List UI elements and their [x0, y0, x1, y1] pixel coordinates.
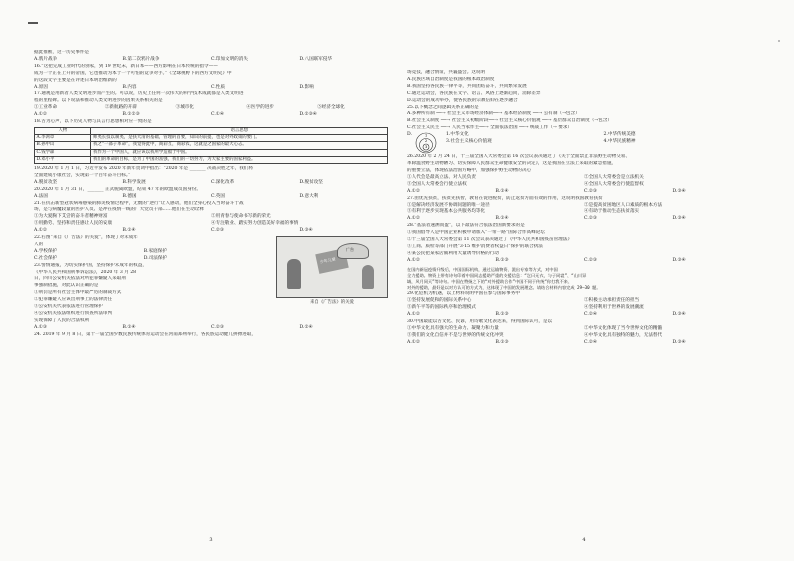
- q25-line: 25.以下概念之间逻辑关系正确的是: [407, 104, 479, 110]
- q21-line: 场，是与病魔较量的医护人员、是冲在疫情一线的广大党员干部……他们在生动诠释: [34, 207, 204, 213]
- q18-title: 18.古为心声，以下历史人物与其言行思想相对应一致的是: [34, 119, 152, 125]
- option: C.②③: [584, 216, 598, 222]
- option: C.印加文明的消失: [211, 56, 248, 62]
- option: D.③④: [672, 257, 686, 263]
- page-number: 4: [582, 537, 586, 544]
- q23-line: 《中华人民共和国刑事诉讼法》，2020 年 3 月 28: [34, 269, 137, 275]
- item: ⑤经济全球化: [317, 105, 345, 111]
- q26-items: [407, 182, 761, 189]
- option: A.①②: [407, 339, 421, 345]
- q28-item: ③工商、质检等部门开展“3·15 维护消费者权益日”保护的联合执法: [407, 243, 543, 249]
- table-row: [35, 149, 388, 156]
- option: B.家庭保护: [143, 248, 167, 254]
- table-cell: A.李鸿章: [35, 135, 91, 142]
- venn-legend: [446, 132, 761, 146]
- item: ②新航路的开辟: [104, 105, 137, 111]
- q17-line: 17.通观是用新者人类文明进步而产生的。可以说，历史上任何一次伟大的科学技术成就都是人类文明进: [34, 91, 244, 97]
- option: D.③④: [299, 228, 313, 234]
- option: B.①③: [495, 312, 509, 318]
- table-cell: D.邓小平: [35, 156, 91, 163]
- figure-person: [362, 265, 374, 289]
- option: C.②③: [584, 257, 598, 263]
- option: A.①②: [407, 188, 421, 194]
- page-number: 3: [209, 537, 213, 544]
- q23-options: [34, 325, 388, 332]
- table-row: [35, 156, 388, 163]
- q24-option: C.通过运动会，各民族在文字、语言、风俗上逐渐趋同，消除差异: [407, 90, 541, 96]
- item: ③用勤劳、坚持和责任感让人民的安康: [34, 221, 113, 227]
- item: ③新午平等的国际秩序和治理模式: [407, 305, 476, 311]
- q17-options: [34, 112, 388, 119]
- option: B.第二次鸦片战争: [122, 56, 160, 62]
- q29-line: 29.化危机为机遇，以上材料说明中国在参与国际事务中: [407, 291, 520, 297]
- q30-line: 30.中国最能以古文化、民谚，用诗歌文化表达来，得到国际认可，是以: [407, 319, 553, 325]
- q23-line: 23.警情通报，为切实保护国，坚持保护未成年的权益，: [34, 262, 147, 268]
- option: D.③④: [672, 339, 686, 345]
- q27-options: [407, 216, 761, 223]
- venn-label: 3: [424, 145, 428, 150]
- option: D.③④: [672, 188, 686, 194]
- option: B.科学发展: [122, 179, 146, 185]
- q28-item: ①我国倡导人是中国企业积极申请加入“一带一路”国际合作高峰论坛: [407, 230, 545, 236]
- venn-label: 4.中华民族精神: [603, 139, 636, 145]
- q23-tail: 实现保障了人民的合法权利: [34, 317, 90, 323]
- page-left: [34, 12, 388, 548]
- figure-person: [287, 259, 301, 289]
- page-right: [407, 12, 761, 548]
- item: ③城市化: [175, 105, 194, 111]
- q20-options: [34, 194, 388, 201]
- option: D.意大利: [299, 193, 319, 199]
- option: D.②③④: [299, 112, 317, 118]
- item: ②中华文化体现了当今世界文化的精髓: [584, 326, 663, 331]
- q26-line: 革除滥食野生动物陋习、切实保障人民群众生命健康安全的决定》，这是我国在立法上采取的紧急措施，: [407, 161, 617, 167]
- option: B.①④: [122, 324, 136, 330]
- option: A.鸦片战争: [34, 56, 58, 62]
- q22-block: [34, 235, 388, 318]
- item: ①为大爱胸下艾尝的奋斗者精神财富: [34, 214, 108, 220]
- item: ①中华文化具有强大的生命力、凝聚力和力量: [407, 326, 499, 331]
- q22-line: 22.右图“来自《广告法》的关爱”，体现了对未成年: [34, 235, 138, 241]
- option: B.内容: [122, 84, 137, 90]
- cartoon-caption: 来自《广告法》的关爱: [310, 300, 354, 306]
- passage-line: 对外的援助，最好是以对方认可的方式为，这体现了中国的发展理念。请结合材料内容完成 29—30 题。: [407, 285, 601, 291]
- table-header: 人物: [35, 127, 91, 134]
- q23-line: 日，四川公安机关依法对所犯罪嫌疑人采取刑: [34, 276, 126, 282]
- item: ①是解决经济发展不协调问题的唯一途径: [407, 202, 490, 208]
- table-row: [35, 135, 388, 142]
- option: C.②④: [584, 312, 598, 318]
- option: C.深化改革: [211, 179, 235, 185]
- option: B.德国: [122, 193, 137, 199]
- table-cell: 我作为一个中国人，就应该以我所学造福于中国。: [91, 149, 388, 156]
- passage-line: 域，风月同天”等诗句。中国在赞扬之下的“对外援助合作”中国不同于传统“你打我不来、: [407, 279, 573, 285]
- option: A.脱贫攻坚: [34, 179, 58, 185]
- q18-table: [34, 127, 388, 164]
- option: A.①②: [34, 112, 48, 118]
- option: C.②③: [584, 188, 598, 194]
- option: A.①②: [407, 257, 421, 263]
- q19-options: [34, 180, 388, 187]
- q30-options: [407, 340, 761, 347]
- table-row: [35, 142, 388, 149]
- option: C.②④: [584, 339, 598, 345]
- option: D.②④: [299, 324, 313, 330]
- option: A.①②: [407, 216, 421, 222]
- option: C.社会保护: [34, 255, 58, 261]
- q23-item: ③公安机关代表依法进行管理保护: [34, 304, 103, 310]
- q16-line: 的这段文字主要是在评述日本明治维新的: [34, 77, 117, 83]
- item: ①坚持发展促和的国际关系中心: [407, 298, 472, 304]
- item: ④全国人大常委会行使监督权: [584, 181, 644, 187]
- option: B.①④: [495, 188, 509, 194]
- item: ②是提高贫困地区人口素质的根本方法: [584, 202, 663, 208]
- q26-items: [407, 175, 761, 182]
- q24-option: B.我国坚持各民族一律平等，共同团结奋斗，共同繁荣发展: [407, 83, 527, 89]
- venn-label: 1: [424, 133, 428, 138]
- option: D.八国联军侵华: [299, 56, 333, 62]
- q23-line: 事强制措施，对此认识正确的是: [34, 283, 99, 289]
- option: A.①②: [407, 312, 421, 318]
- q19-line: 全面建成小康社会，实现第一个百年奋斗目标。”: [34, 172, 131, 178]
- text-line: 场竞技，融合情谊，共襄盛会。这说明: [407, 70, 486, 75]
- figure-gold: [337, 243, 369, 259]
- q30-items: [407, 326, 761, 333]
- table-header-row: [35, 127, 388, 134]
- option: D.脱贫攻坚: [299, 179, 323, 185]
- item: ③我们的文化自信并不是与世界的传统文化冲突: [407, 332, 504, 338]
- q25-venn-block: [407, 132, 761, 154]
- option: A.学校保护: [34, 248, 58, 254]
- table-cell: 我之“一部子革命”，我觉得此中，商彩互，商彩农，这就是之国家的最大心志。: [91, 142, 388, 149]
- q23-item: ②犯罪嫌疑人应该出刑事上的法律责任: [34, 297, 113, 303]
- item: ②全国人大常委会是立法机关: [584, 174, 644, 180]
- item: ①工业革命: [34, 105, 57, 111]
- venn-label: 3.社会主义核心价值观: [445, 139, 492, 145]
- q16-line: 16.“这把完成工业时代的别家，到 19 世纪末，新日本——西方影响在日本传统的指令——: [34, 63, 218, 69]
- q28-item: ④某公民把某家店铺利用大量诱导价格的行动: [407, 250, 499, 256]
- passage-line: 全力援助。物资上带有诗句印着中国同志援助严重的支援信息：“岂曰无衣，与子同裳”、“山川异: [407, 272, 587, 278]
- table-cell: B.孙中山: [35, 142, 91, 149]
- item: ④中华文化具有独特的魅力，无法替代: [584, 332, 663, 338]
- option: D.③④: [672, 312, 686, 318]
- q28-options: [407, 258, 761, 265]
- q23-item: ④公安机关依法组织进行侦查所法审判: [34, 311, 113, 317]
- q24-option: A.民族区域自治制度是我国的根本政治制度: [407, 76, 495, 82]
- option: B.①③: [495, 257, 509, 263]
- option: B.①④: [122, 228, 136, 234]
- q22-line: 人的: [34, 241, 44, 247]
- option: B.①④: [495, 216, 509, 222]
- q21-options: [34, 228, 388, 235]
- table-cell: 我们的革命的目标，是为了中国的富强，我们的一切努力，为大家主要的国家利益。: [91, 156, 388, 163]
- venn-label: 2: [424, 139, 428, 144]
- item: ④有助于推动生态扶贫落实: [584, 209, 640, 215]
- item: ③有利于逐步实现基本公共服务均等化: [407, 209, 486, 215]
- item: ④专注敬业、踏实努力创造美好幸福的事情: [211, 221, 299, 227]
- passage-line: 在国内新冠疫情升级后，中国国际机构，通过运输物资、派出专家等方式，对中国: [407, 266, 558, 272]
- item: ④坚持利用于世界的发展潮流: [584, 305, 644, 311]
- q28-line: 28.“基法者速测而盈”，以下最法符合依法治国新要求的是: [407, 223, 525, 229]
- option: A.原因: [34, 84, 48, 90]
- option: D.影响: [299, 84, 314, 90]
- q25-option: B.社会主义制度 ──→ 社会主义初级阶段──→ 社会主义核心价值观 ──→ 基层群众自治制度（→包含）: [407, 118, 612, 124]
- gold-label: 广告: [346, 247, 354, 253]
- venn-diagram: [412, 132, 440, 154]
- q22-options: [34, 256, 253, 263]
- q21-line: 21.在抗击新型冠状病毒感染的肺炎疫情过程中，无数的“逆行”让人感动，他们全身心投入当时奋斗于战: [34, 200, 244, 206]
- option: C.①④: [211, 112, 225, 118]
- q19-line: 19.2020 年 1 月 1 日，习近平发布 2020 年新年贺词中指出：“2020 年是 _______ 决战决胜之年，我们将: [34, 165, 254, 171]
- q22-text: [34, 235, 253, 318]
- q22-options: [34, 249, 253, 256]
- option: C.性质: [211, 84, 225, 90]
- venn-label: 1.中华文化: [445, 132, 469, 138]
- item: ①人代会是最高立法、对人民负责: [407, 174, 476, 180]
- q25-d-label: D.: [407, 132, 412, 138]
- q20-line: 20.2020 年 1 月 31 日，_______ 正式脱离欧盟，结束 47 年的欧盟成员国身份。: [34, 186, 202, 192]
- q17-line: 程的里程碑。以下说法和推动人类文明进步的因果关系相关的是: [34, 98, 163, 104]
- item: ④医学的进步: [246, 105, 274, 111]
- sign-text: 少年儿童: [319, 256, 337, 265]
- q30-items: [407, 333, 761, 340]
- item: ③全国人大常委会行使立法权: [407, 181, 467, 187]
- q23-item: ①刑罚是所有社会主体中最严厉的制裁方式: [34, 290, 122, 296]
- option: C.英国: [211, 193, 225, 199]
- option: C.②③: [211, 228, 225, 234]
- item: ②用青春与使命书写新的荣光: [211, 214, 271, 220]
- venn-label: 2.中华传统美德: [603, 132, 636, 138]
- option: C.②③: [211, 324, 225, 330]
- option: D.司法保护: [143, 255, 168, 261]
- cartoon-image: [276, 236, 388, 298]
- table-cell: C.钱学森: [35, 149, 91, 156]
- q24-option: D.运动会的成功举办，使各民族的宗教信仰在逐步融合: [407, 97, 518, 103]
- text-line: 据此推断，这一历史事件是: [34, 50, 90, 55]
- option: A.法国: [34, 193, 48, 199]
- q29-options: [407, 312, 761, 319]
- q26-line: 26.2020 年 2 月 24 日，十三届全国人大常委会第 16 次会议表决通过了《关于全面禁止非法野生动物交易、: [407, 154, 630, 160]
- option: D.③④: [672, 216, 686, 222]
- scan-dot: [778, 40, 780, 42]
- table-cell: 师夷长技以制夷，是扶大清的基础，管理的首要，知识的前提，也是对外政策的要门。: [91, 135, 388, 142]
- table-header: 语言思想: [91, 127, 388, 134]
- q28-item: ②十三届全国人大常委会第 11 次会议表决通过了《中华人民共和国疫苗管理法》: [407, 237, 572, 243]
- option: B.①③: [495, 339, 509, 345]
- q24-line: 24. 2019 年 9 月 8 日，第十一届全国少数民族传统体育运动会在河南郑州举行，各民族运动健儿拼搏进取，: [34, 331, 256, 337]
- q16-line: 成为一个正在上升的帝国，它也推动为本于一个可怕的竞争对手。”《全球视野下的西方文明史》中: [34, 70, 232, 76]
- reading-passage: [407, 267, 761, 292]
- q25-option: A.多种所有制 ──→ 社会主义市场经济体制──→ 基本经济制度 ──→ 公有制（→包含）: [407, 111, 580, 117]
- q26-options: [407, 189, 761, 196]
- option: A.①③: [34, 324, 48, 330]
- venn-legend-row: [446, 139, 761, 146]
- q25-option: C.社会主义民主 ──→ 人民当家作主──→ 全面依法治国 ──→ 统战工作（→ 要求）: [407, 125, 573, 131]
- q27-line: 27.由优先扶贫，扶贫先扶智，教育在促进脱贫，防止返贫方面有效的作用，这说明我国教育扶贫: [407, 195, 603, 201]
- q26-line: 的重要立法，体现依法治国方略中，加强保护野生动物的决心: [407, 167, 532, 173]
- q15-options: [34, 57, 388, 64]
- option: B.①②③: [122, 112, 140, 118]
- q16-options: [34, 85, 388, 92]
- item: ②积极主动承担责任的担当: [584, 298, 640, 304]
- cartoon-figure: [276, 235, 388, 318]
- option: A.①②: [34, 228, 48, 234]
